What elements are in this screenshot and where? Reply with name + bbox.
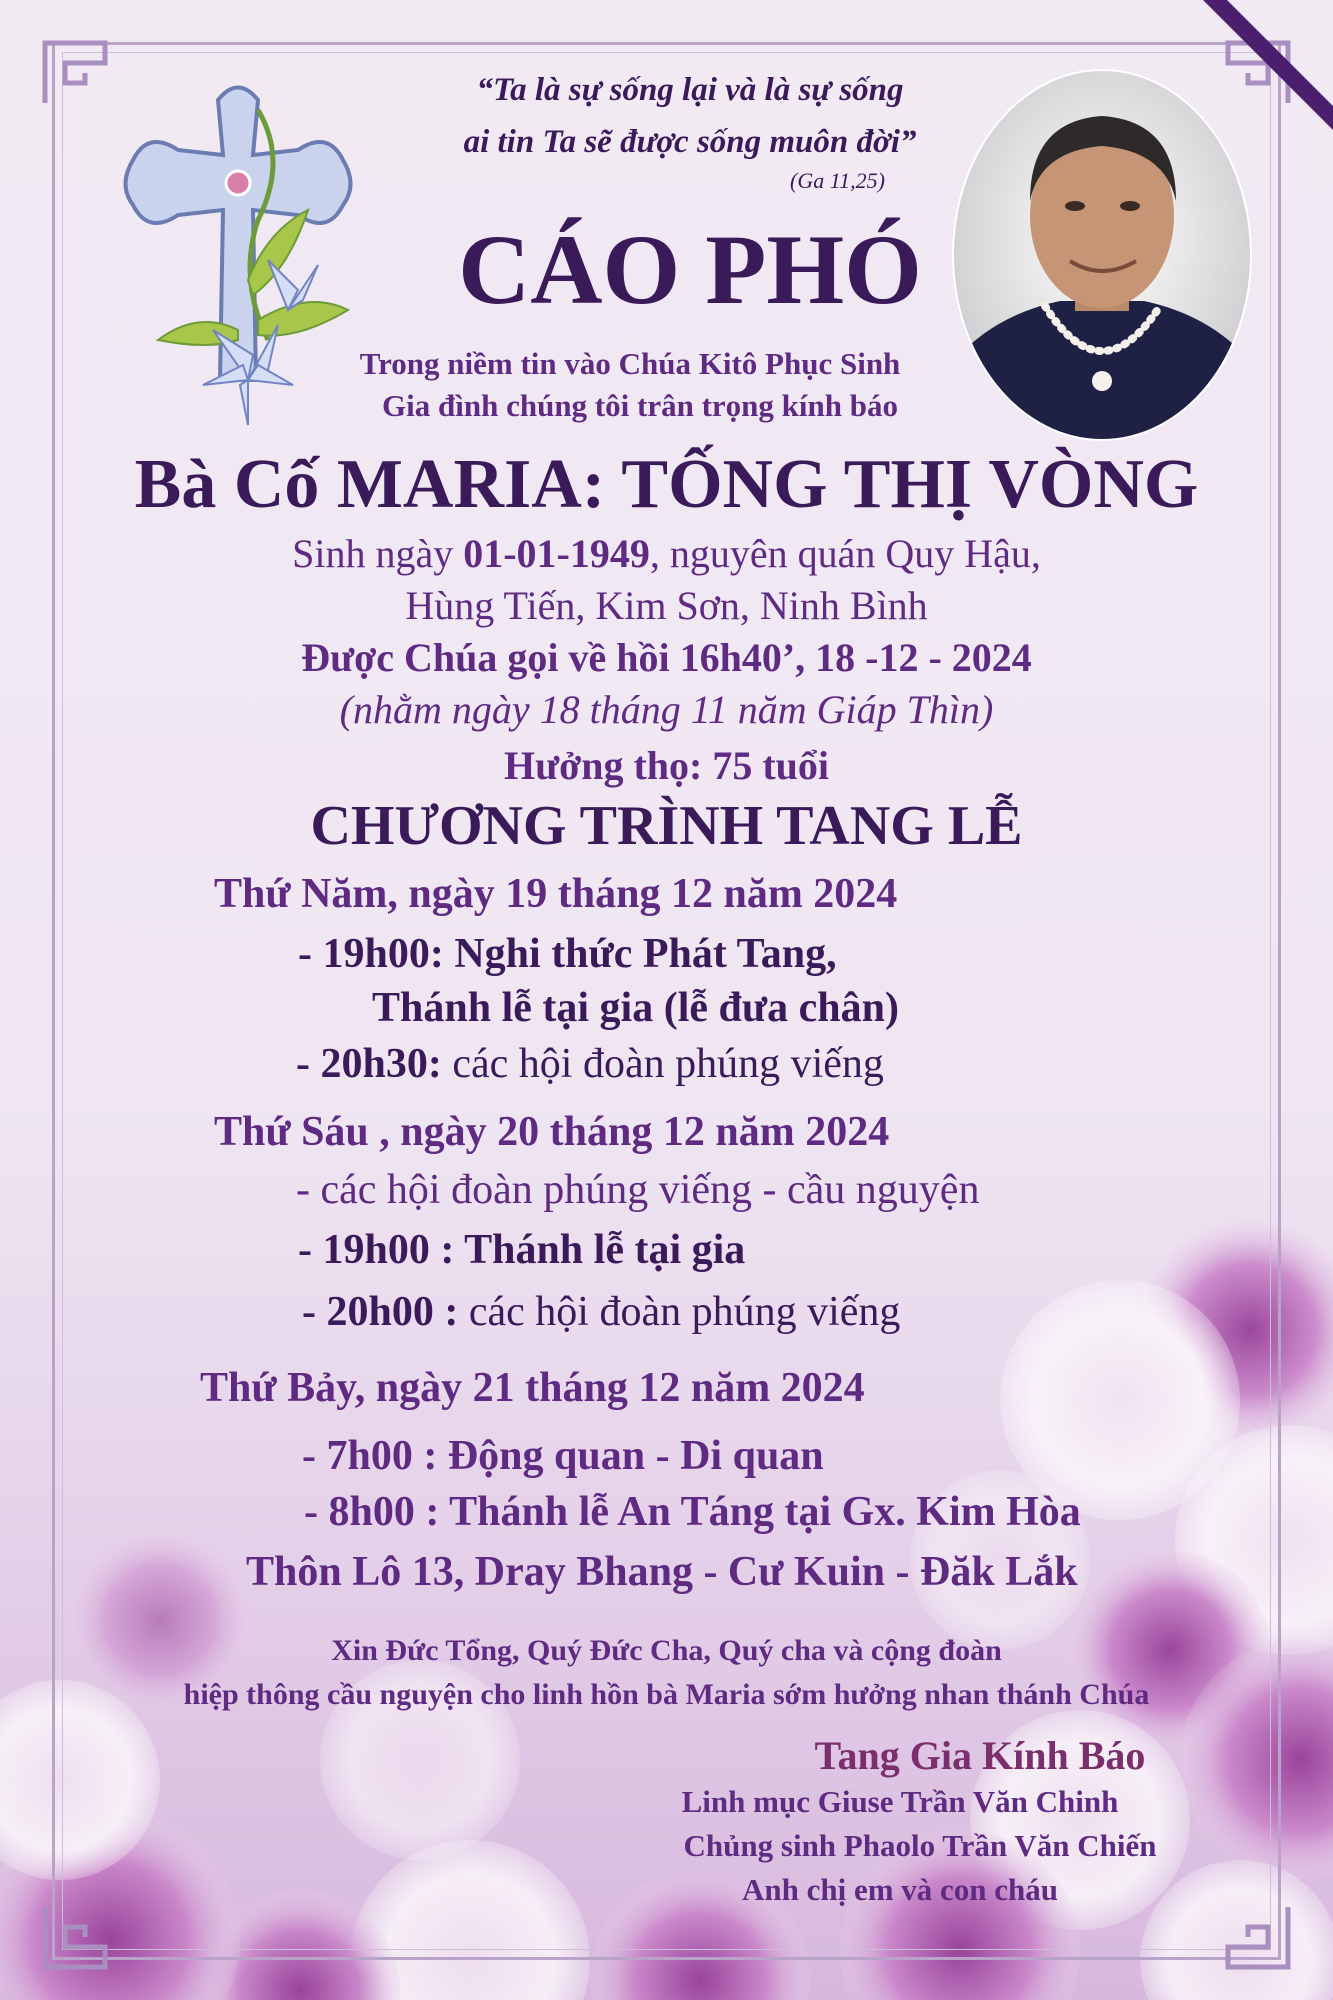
program-heading: CHƯƠNG TRÌNH TANG LỄ — [310, 795, 1023, 857]
signature-line-3: Anh chị em và con cháu — [741, 1872, 1059, 1907]
corner-ornament-top-left — [40, 38, 110, 108]
day2-item3-time: - 20h00 : — [302, 1289, 469, 1335]
signature-heading: Tang Gia Kính Báo — [814, 1733, 1146, 1778]
day1-item1-line1: - 19h00: Nghi thức Phát Tang, — [298, 931, 837, 977]
closing-line-1: Xin Đức Tổng, Quý Đức Cha, Quý cha và cộng đoàn — [331, 1634, 1002, 1667]
corner-ornament-bottom-right — [1223, 1902, 1293, 1972]
day2-item2: - 19h00 : Thánh lễ tại gia — [298, 1227, 746, 1273]
death-info: Được Chúa gọi về hồi 16h40’, 18 -12 - 2024 — [301, 635, 1032, 680]
day1-item2-text: các hội đoàn phúng viếng — [452, 1041, 884, 1087]
birth-date: 01-01-1949 — [463, 531, 650, 576]
day3-item1: - 7h00 : Động quan - Di quan — [302, 1433, 824, 1479]
deceased-name: Bà Cố MARIA: TỐNG THỊ VÒNG — [134, 446, 1199, 523]
day2-item1: - các hội đoàn phúng viếng - cầu nguyện — [296, 1167, 980, 1213]
birth-prefix: Sinh ngày — [292, 531, 464, 576]
birth-suffix: , nguyên quán Quy Hậu, — [649, 531, 1041, 576]
birth-info-line-1 — [0, 530, 1333, 577]
day2-date: Thứ Sáu , ngày 20 tháng 12 năm 2024 — [214, 1109, 890, 1155]
day1-item1-line2: Thánh lễ tại gia (lễ đưa chân) — [372, 985, 899, 1031]
page-title: CÁO PHÓ — [458, 214, 922, 325]
day2-item3-text: các hội đoàn phúng viếng — [468, 1289, 901, 1335]
age-info: Hưởng thọ: 75 tuổi — [503, 743, 830, 788]
day1-date: Thứ Năm, ngày 19 tháng 12 năm 2024 — [214, 871, 898, 917]
day3-location: Thôn Lô 13, Dray Bhang - Cư Kuin - Đăk Lắk — [246, 1549, 1078, 1595]
day2-item3 — [302, 1288, 900, 1336]
quote-reference: (Ga 11,25) — [790, 168, 885, 193]
closing-line-2: hiệp thông cầu nguyện cho linh hồn bà Maria sớm hưởng nhan thánh Chúa — [183, 1678, 1150, 1711]
corner-ornament-bottom-left — [40, 1902, 110, 1972]
lunar-date: (nhằm ngày 18 tháng 11 năm Giáp Thìn) — [339, 687, 994, 732]
day3-date: Thứ Bảy, ngày 21 tháng 12 năm 2024 — [200, 1365, 865, 1411]
day3-item2: - 8h00 : Thánh lễ An Táng tại Gx. Kim Hòa — [304, 1489, 1081, 1535]
quote-line-1: “Ta là sự sống lại và là sự sống — [476, 72, 904, 108]
signature-line-1: Linh mục Giuse Trần Văn Chinh — [681, 1784, 1119, 1819]
signature-line-2: Chủng sinh Phaolo Trần Văn Chiến — [683, 1828, 1157, 1863]
day1-item2 — [296, 1040, 884, 1088]
quote-line-2: ai tin Ta sẽ được sống muôn đời” — [463, 124, 917, 160]
portrait-photo — [950, 66, 1254, 444]
day1-item2-time: - 20h30: — [296, 1041, 453, 1087]
birth-info-line-2: Hùng Tiến, Kim Sơn, Ninh Bình — [405, 583, 928, 628]
intro-line-2: Gia đình chúng tôi trân trọng kính báo — [382, 388, 898, 423]
cross-lily-icon — [118, 80, 358, 430]
intro-line-1: Trong niềm tin vào Chúa Kitô Phục Sinh — [359, 346, 901, 381]
